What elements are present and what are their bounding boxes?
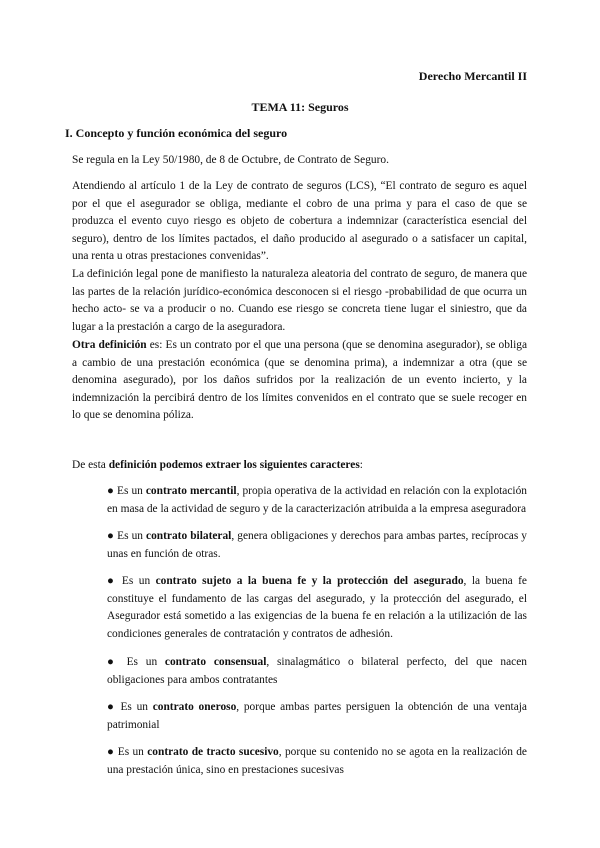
course-title: Derecho Mercantil II (418, 69, 527, 83)
intro-before: De esta (72, 459, 109, 471)
paragraph-legal-definition: La definición legal pone de manifiesto la naturaleza aleatoria del contrato de seguro, de manera que las partes de la relación jurídico-económica desconocen si el riesgo -probabilidad de que ocurra un hecho acto- se va a producir o no. Cuando ese riesgo se concreta tiene lugar el siniestro, que da lugar a la prestación a cargo de la aseguradora. (72, 268, 527, 333)
paragraph-law-reference: Se regula en la Ley 50/1980, de 8 de Octubre, de Contrato de Seguro. (72, 154, 389, 166)
bullet-icon: ● (107, 656, 119, 668)
other-definition-label: Otra definición (72, 339, 147, 351)
paragraph-article-1: Atendiendo al artículo 1 de la Ley de contrato de seguros (LCS), “El contrato de seguro es aquel por el que el asegurador se obliga, mediante el cobro de una prima y para el caso de que se produzca el evento cuyo riesgo es objeto de cobertura a indemnizar (característica esencial del seguro), dentro de los límites pactados, el daño producido al asegurado o a satisfacer un capital, una renta u otras prestaciones convenidas”. (72, 180, 527, 262)
bullet-icon: ● (107, 746, 115, 758)
bullet-icon: ● (107, 575, 117, 587)
other-definition-text: es: Es un contrato por el que una persona (que se denomina asegurador), se obliga a cambio de una prestación económica (que se denomina prima), a indemnizar a otra (que se denomina asegurado), por los daños sufridos por la realización de un evento incierto, y la indemnización la percibirá dentro de los límites convenidos en el contrato que se suele recoger en lo que se denomina póliza. (72, 339, 527, 421)
characteristics-list (107, 483, 527, 790)
bullet-icon: ● (107, 485, 115, 497)
bullet-icon: ● (107, 530, 115, 542)
list-item: ● Es un contrato consensual, sinalagmático o bilateral perfecto, del que nacen obligaciones para ambos contratantes (107, 656, 527, 686)
bullet-icon: ● (107, 701, 116, 713)
list-item: ● Es un contrato de tracto sucesivo, porque su contenido no se agota en la realización de una prestación única, sino en prestaciones sucesivas (107, 746, 527, 776)
list-item: ● Es un contrato mercantil, propia operativa de la actividad en relación con la explotación en masa de la actividad de seguro y de la caracterización atribuida a la empresa aseguradora (107, 485, 527, 515)
section-heading: I. Concepto y función económica del seguro (65, 126, 288, 140)
characteristics-intro (72, 457, 363, 475)
list-item: ● Es un contrato sujeto a la buena fe y la protección del asegurado, la buena fe constituye el fundamento de las cargas del asegurado, y la protección del asegurado, el Asegurador está sometido a las exigencias de la buena fe en relación a la utilización de las condiciones generales de contratación y contratos de adhesión. (107, 575, 527, 640)
paragraph-other-definition (72, 337, 527, 425)
intro-after: : (359, 459, 363, 471)
intro-bold: definición podemos extraer los siguientes caracteres (108, 459, 360, 471)
list-item: ● Es un contrato bilateral, genera obligaciones y derechos para ambas partes, recíprocas y unas en función de otras. (107, 530, 528, 560)
list-item: ● Es un contrato oneroso, porque ambas partes persiguen la obtención de una ventaja patrimonial (107, 701, 527, 731)
topic-title: TEMA 11: Seguros (251, 100, 349, 114)
